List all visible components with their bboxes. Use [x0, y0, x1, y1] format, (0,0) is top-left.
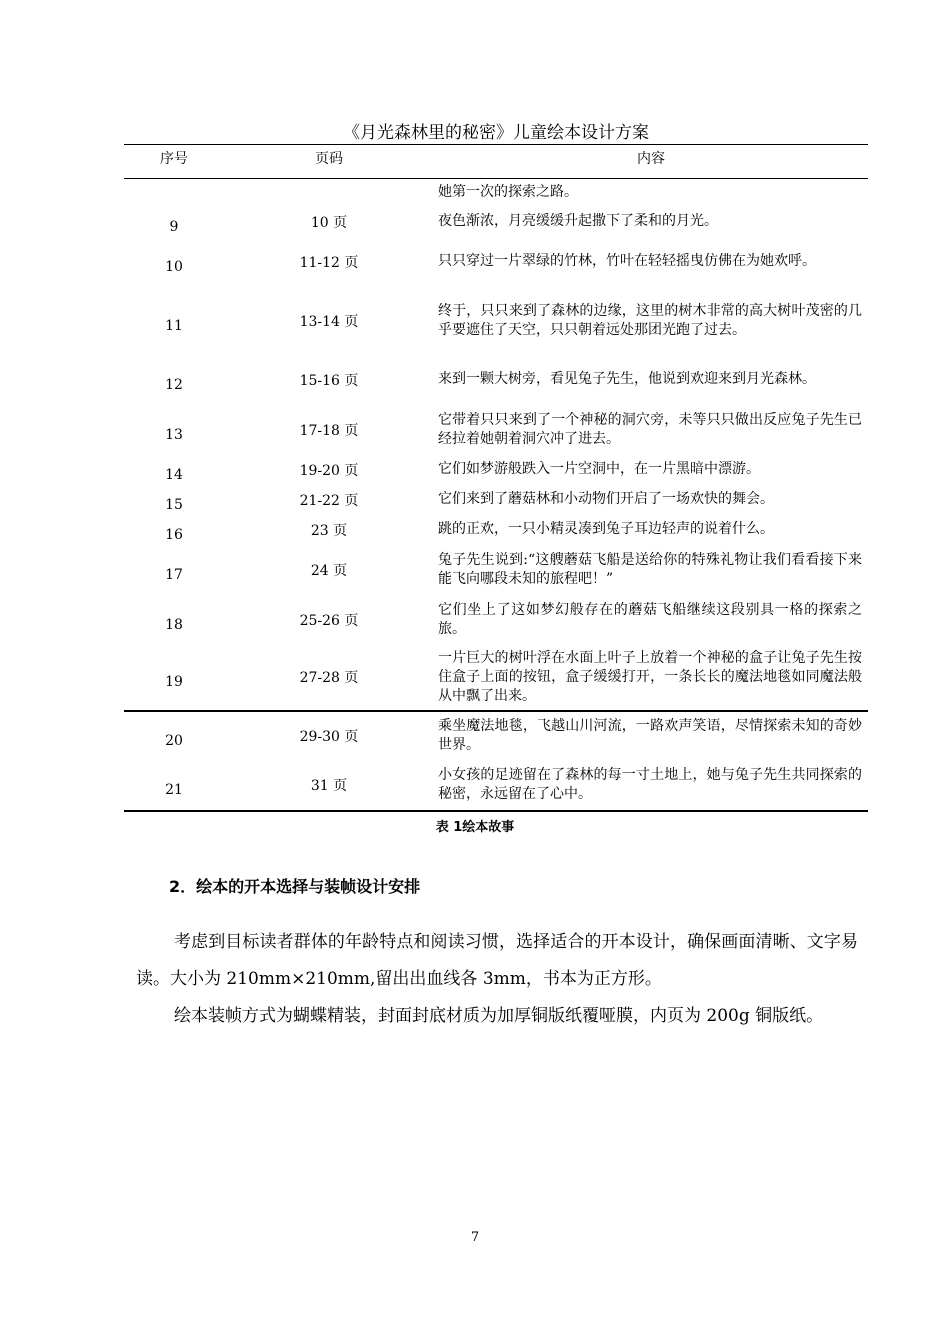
- row-pages: 23 页: [310, 522, 348, 539]
- row-pages: [224, 179, 434, 207]
- row-number: 17: [165, 566, 183, 583]
- column-header-content: 内容: [434, 145, 868, 179]
- row-pages: 17-18 页: [299, 422, 359, 439]
- table-row: [124, 595, 868, 645]
- page-number: 7: [470, 1230, 480, 1245]
- row-content: 终于，只只来到了森林的边缘，这里的树木非常的高大树叶茂密的几乎要遮住了天空，只只朝着远处那团光跑了过去。: [438, 302, 862, 338]
- row-number: 12: [165, 376, 183, 393]
- table-row: [124, 545, 868, 595]
- table-row: [124, 207, 868, 237]
- table-row: [124, 711, 868, 761]
- row-pages: 11-12 页: [299, 254, 359, 271]
- row-content: 它带着只只来到了一个神秘的洞穴旁，未等只只做出反应兔子先生已经拉着她朝着洞穴冲了进去。: [438, 411, 862, 447]
- row-pages: 27-28 页: [299, 670, 359, 686]
- row-pages: 24 页: [310, 562, 348, 579]
- row-content: 她第一次的探索之路。: [438, 184, 578, 201]
- row-pages: 13-14 页: [299, 313, 359, 330]
- row-number: 15: [165, 496, 183, 513]
- row-number: [124, 179, 224, 207]
- row-number: 21: [124, 761, 224, 811]
- row-content: 夜色渐浓，月亮缓缓升起撒下了柔和的月光。: [438, 213, 718, 229]
- table-caption: 表 1绘本故事: [435, 820, 515, 835]
- row-pages: 31 页: [224, 761, 434, 811]
- row-pages: 15-16 页: [299, 372, 359, 389]
- table-row: [124, 405, 868, 455]
- row-content: 兔子先生说到:“这艘蘑菇飞船是送给你的特殊礼物让我们看看接下来能飞向哪段未知的旅程吧！”: [438, 551, 862, 587]
- row-number: 10: [165, 258, 183, 275]
- running-header: 《月光森林里的秘密》儿童绘本设计方案: [132, 123, 860, 145]
- row-number: 18: [165, 616, 183, 633]
- row-number: 19: [165, 674, 183, 690]
- row-content: 它们如梦游般跌入一片空洞中，在一片黑暗中漂游。: [438, 461, 760, 477]
- table-header-row: [124, 145, 868, 179]
- table-row: [124, 515, 868, 545]
- row-pages: 25-26 页: [299, 612, 359, 629]
- column-header-pages: 页码: [224, 145, 434, 179]
- row-content: 只只穿过一片翠绿的竹林，竹叶在轻轻摇曳仿佛在为她欢呼。: [438, 253, 816, 269]
- story-table: [124, 144, 868, 812]
- row-number: 9: [169, 218, 179, 235]
- column-header-number: 序号: [124, 145, 224, 179]
- row-content: 它们来到了蘑菇林和小动物们开启了一场欢快的舞会。: [438, 491, 774, 507]
- table-row: [124, 355, 868, 405]
- row-number: 20: [124, 711, 224, 761]
- row-pages: 21-22 页: [299, 492, 359, 509]
- row-content: 跳的正欢，一只小精灵凑到兔子耳边轻声的说着什么。: [438, 521, 774, 537]
- body-paragraph: 考虑到目标读者群体的年龄特点和阅读习惯，选择适合的开本设计，确保画面清晰、文字易读。大小为 210mm×210mm,留出出血线各 3mm，书本为正方形。: [136, 932, 858, 989]
- table-row: [124, 179, 868, 207]
- row-number: 14: [165, 466, 183, 483]
- section-heading: 2．绘本的开本选择与装帧设计安排: [169, 877, 421, 896]
- row-content: 小女孩的足迹留在了森林的每一寸土地上，她与兔子先生共同探索的秘密，永远留在了心中。: [434, 761, 868, 811]
- table-row: [124, 761, 868, 811]
- row-number: 16: [165, 526, 183, 543]
- row-pages: 29-30 页: [224, 711, 434, 761]
- row-number: 13: [165, 426, 183, 443]
- row-pages: 19-20 页: [299, 462, 359, 479]
- table-row: [124, 485, 868, 515]
- table-row: [124, 287, 868, 355]
- row-content: 来到一颗大树旁，看见兔子先生，他说到欢迎来到月光森林。: [438, 371, 816, 387]
- row-number: 11: [165, 317, 183, 334]
- row-content: 它们坐上了这如梦幻般存在的蘑菇飞船继续这段别具一格的探索之旅。: [438, 601, 862, 637]
- table-row: [124, 645, 868, 711]
- row-content: 乘坐魔法地毯，飞越山川河流，一路欢声笑语，尽情探索未知的奇妙世界。: [434, 711, 868, 761]
- table-row: [124, 237, 868, 287]
- row-content: 一片巨大的树叶浮在水面上叶子上放着一个神秘的盒子让兔子先生按住盒子上面的按钮，盒子缓缓打开，一条长长的魔法地毯如同魔法般从中飘了出来。: [438, 649, 862, 704]
- body-paragraph: 绘本装帧方式为蝴蝶精装，封面封底材质为加厚铜版纸覆哑膜，内页为 200g 铜版纸。: [174, 1006, 824, 1026]
- row-pages: 10 页: [310, 214, 348, 231]
- table-row: [124, 455, 868, 485]
